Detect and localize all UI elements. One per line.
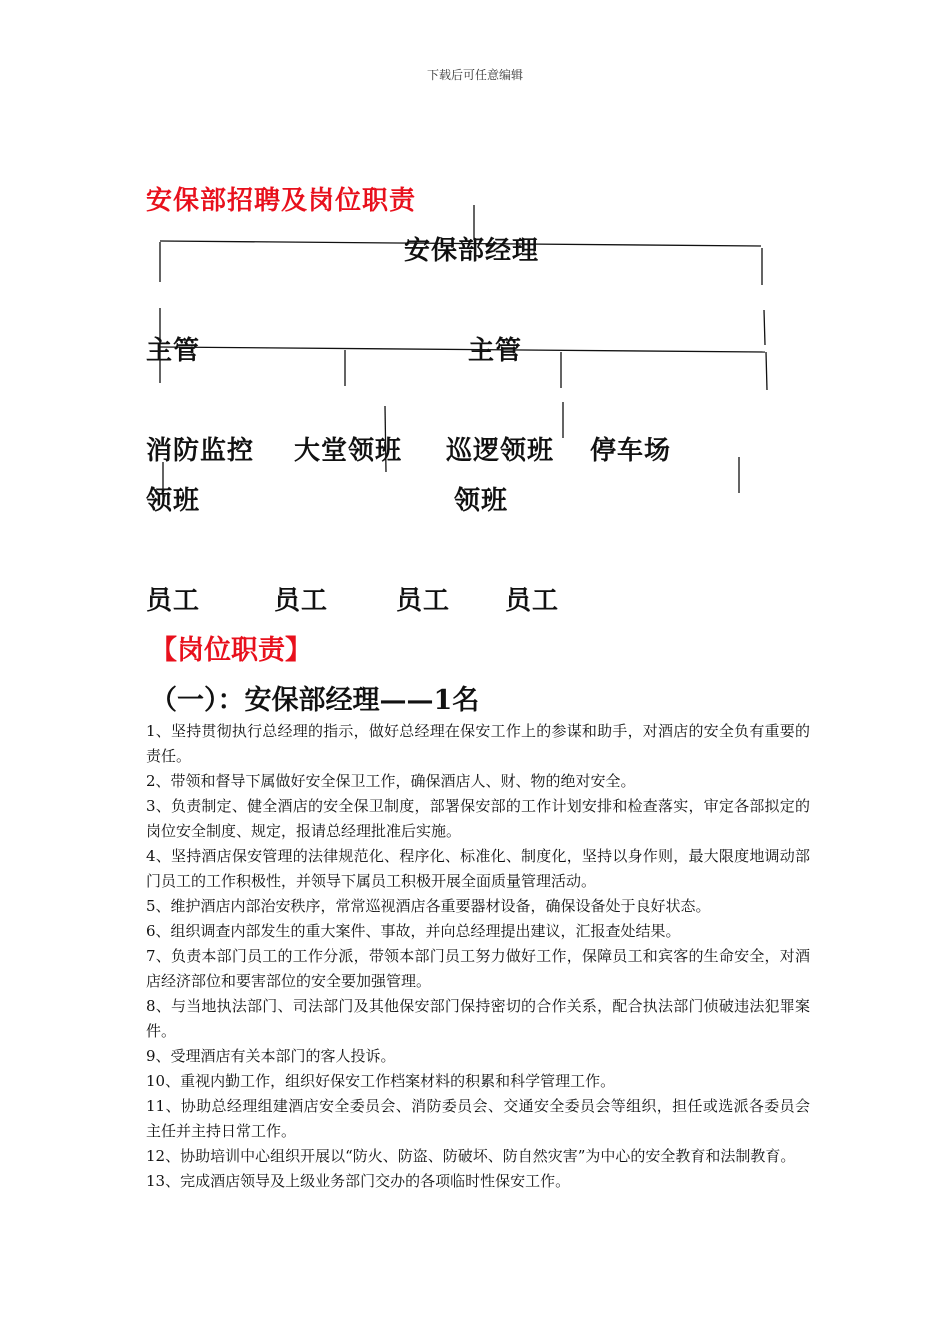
org-node-parking-cont: 领班 (454, 486, 509, 516)
duty-item: 7、负责本部门员工的工作分派，带领本部门员工努力做好工作，保障员工和宾客的生命安全，对酒店经济部位和要害部位的安全要加强管理。 (146, 947, 810, 990)
duty-item: 1、坚持贯彻执行总经理的指示，做好总经理在保安工作上的参谋和助手，对酒店的安全负有重要的责任。 (146, 722, 810, 765)
connector-mid-horizontal (160, 347, 765, 352)
duties-list (146, 719, 810, 1194)
subsection-heading: （一）：安保部经理——1名 (150, 685, 480, 716)
duty-item: 5、维护酒店内部治安秩序，常常巡视酒店各重要器材设备，确保设备处于良好状态。 (146, 897, 711, 915)
org-node-fire-monitor-cont: 领班 (146, 486, 201, 516)
org-node-staff-2: 员工 (274, 586, 329, 616)
org-node-lobby-lead: 大堂领班 (294, 436, 403, 466)
duty-item: 11、协助总经理组建酒店安全委员会、消防委员会、交通安全委员会等组织，担任或选派各委员会主任并主持日常工作。 (146, 1097, 810, 1140)
org-node-parking: 停车场 (590, 436, 672, 466)
org-node-manager: 安保部经理 (404, 236, 540, 266)
duty-item: 3、负责制定、健全酒店的安全保卫制度，部署保安部的工作计划安排和检查落实，审定各部拟定的岗位安全制度、规定，报请总经理批准后实施。 (146, 797, 810, 840)
duty-item: 2、带领和督导下属做好安全保卫工作，确保酒店人、财、物的绝对安全。 (146, 772, 636, 790)
header-note: 下载后可任意编辑 (426, 68, 523, 82)
duty-item: 10、重视内勤工作，组织好保安工作档案材料的积累和科学管理工作。 (146, 1072, 616, 1090)
org-node-supervisor-right: 主管 (468, 336, 523, 366)
duty-item: 13、完成酒店领导及上级业务部门交办的各项临时性保安工作。 (146, 1172, 571, 1190)
org-node-staff-3: 员工 (396, 586, 451, 616)
duty-item: 8、与当地执法部门、司法部门及其他保安部门保持密切的合作关系，配合执法部门侦破违法犯罪案件。 (146, 997, 810, 1040)
duty-item: 4、坚持酒店保安管理的法律规范化、程序化、标准化、制度化，坚持以身作则，最大限度地调动部门员工的工作积极性，并领导下属员工积极开展全面质量管理活动。 (146, 847, 810, 890)
org-node-supervisor-left: 主管 (146, 336, 201, 366)
org-node-staff-4: 员工 (505, 586, 560, 616)
org-node-fire-monitor: 消防监控 (146, 436, 255, 466)
section-heading: 【岗位职责】 (150, 635, 312, 666)
document-title: 安保部招聘及岗位职责 (146, 186, 417, 216)
org-node-staff-1: 员工 (146, 586, 201, 616)
duty-item: 6、组织调查内部发生的重大案件、事故，并向总经理提出建议，汇报查处结果。 (146, 922, 681, 940)
org-node-patrol-lead: 巡逻领班 (446, 436, 555, 466)
duty-item: 9、受理酒店有关本部门的客人投诉。 (146, 1047, 396, 1065)
duty-item: 12、协助培训中心组织开展以“防火、防盗、防破坏、防自然灾害”为中心的安全教育和法制教育。 (146, 1147, 796, 1165)
connector-right-drop-2 (764, 310, 765, 345)
connector-right-drop-3 (766, 352, 767, 390)
